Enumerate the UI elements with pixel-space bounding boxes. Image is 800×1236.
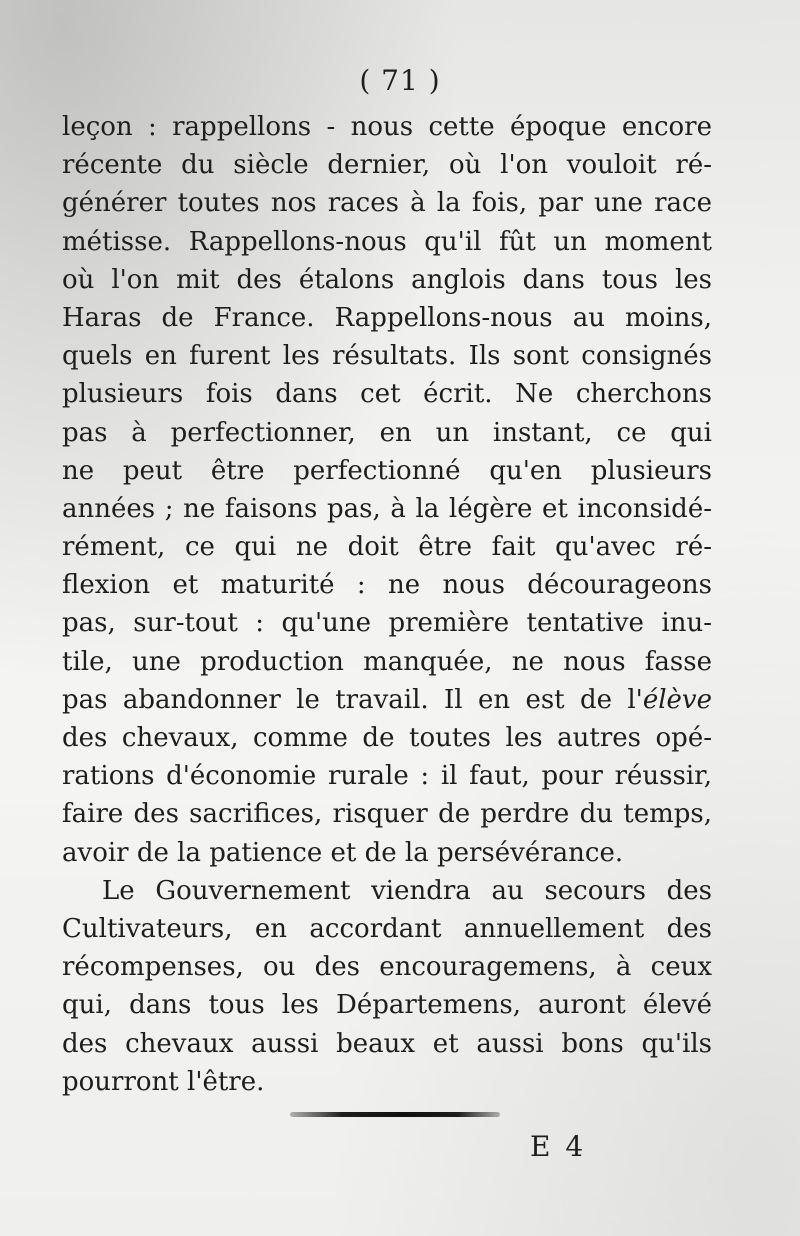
text-segment: pas abandonner le travail. Il en est de l' <box>62 684 643 715</box>
text-line: Haras de France. Rappellons-nous au moins, <box>62 302 712 333</box>
text-line: générer toutes nos races à la fois, par une race <box>62 188 712 219</box>
text-line: quels en furent les résultats. Ils sont consignés <box>62 341 712 372</box>
end-rule-ornament <box>290 1112 500 1117</box>
text-line: tile, une production manquée, ne nous fasse <box>62 646 712 677</box>
paragraph-first-line: Le Gouvernement viendra au secours des <box>102 875 712 906</box>
text-line: faire des sacrifices, risquer de perdre du temps, <box>62 799 712 830</box>
paragraph-last-line: avoir de la patience et de la persévérance. <box>62 837 624 868</box>
page-number: ( 71 ) <box>359 64 441 97</box>
text-line: années ; ne faisons pas, à la légère et inconsidé- <box>62 493 712 524</box>
text-line: ne peut être perfectionné qu'en plusieurs <box>62 455 712 486</box>
text-line: rément, ce qui ne doit être fait qu'avec ré- <box>62 532 712 563</box>
text-line: pas à perfectionner, en un instant, ce qui <box>62 417 712 448</box>
text-line: plusieurs fois dans cet écrit. Ne cherchons <box>62 379 712 410</box>
text-line: leçon : rappellons - nous cette époque encore <box>62 112 712 142</box>
text-line: pas, sur-tout : qu'une première tentative inu- <box>62 608 712 639</box>
text-line: Cultivateurs, en accordant annuellement des <box>62 913 712 944</box>
text-line-with-italic <box>62 681 712 719</box>
text-line: récompenses, ou des encouragemens, à ceux <box>62 952 712 983</box>
text-line: des chevaux aussi beaux et aussi bons qu'ils <box>62 1028 712 1059</box>
text-line: des chevaux, comme de toutes les autres opé- <box>62 723 712 753</box>
italic-word: élève <box>642 684 712 715</box>
text-line: où l'on mit des étalons anglois dans tous les <box>62 264 712 295</box>
paragraph-last-line: pourront l'être. <box>62 1066 265 1097</box>
text-line: flexion et maturité : ne nous décourageons <box>62 570 712 601</box>
signature-mark: E 4 <box>530 1130 587 1163</box>
text-line: métisse. Rappellons-nous qu'il fût un moment <box>62 226 712 257</box>
text-line: récente du siècle dernier, où l'on vouloit ré- <box>62 150 712 181</box>
text-line: qui, dans tous les Départemens, auront élevé <box>62 990 712 1021</box>
text-line: rations d'économie rurale : il faut, pour réussir, <box>62 761 712 792</box>
body-text <box>62 108 712 1101</box>
